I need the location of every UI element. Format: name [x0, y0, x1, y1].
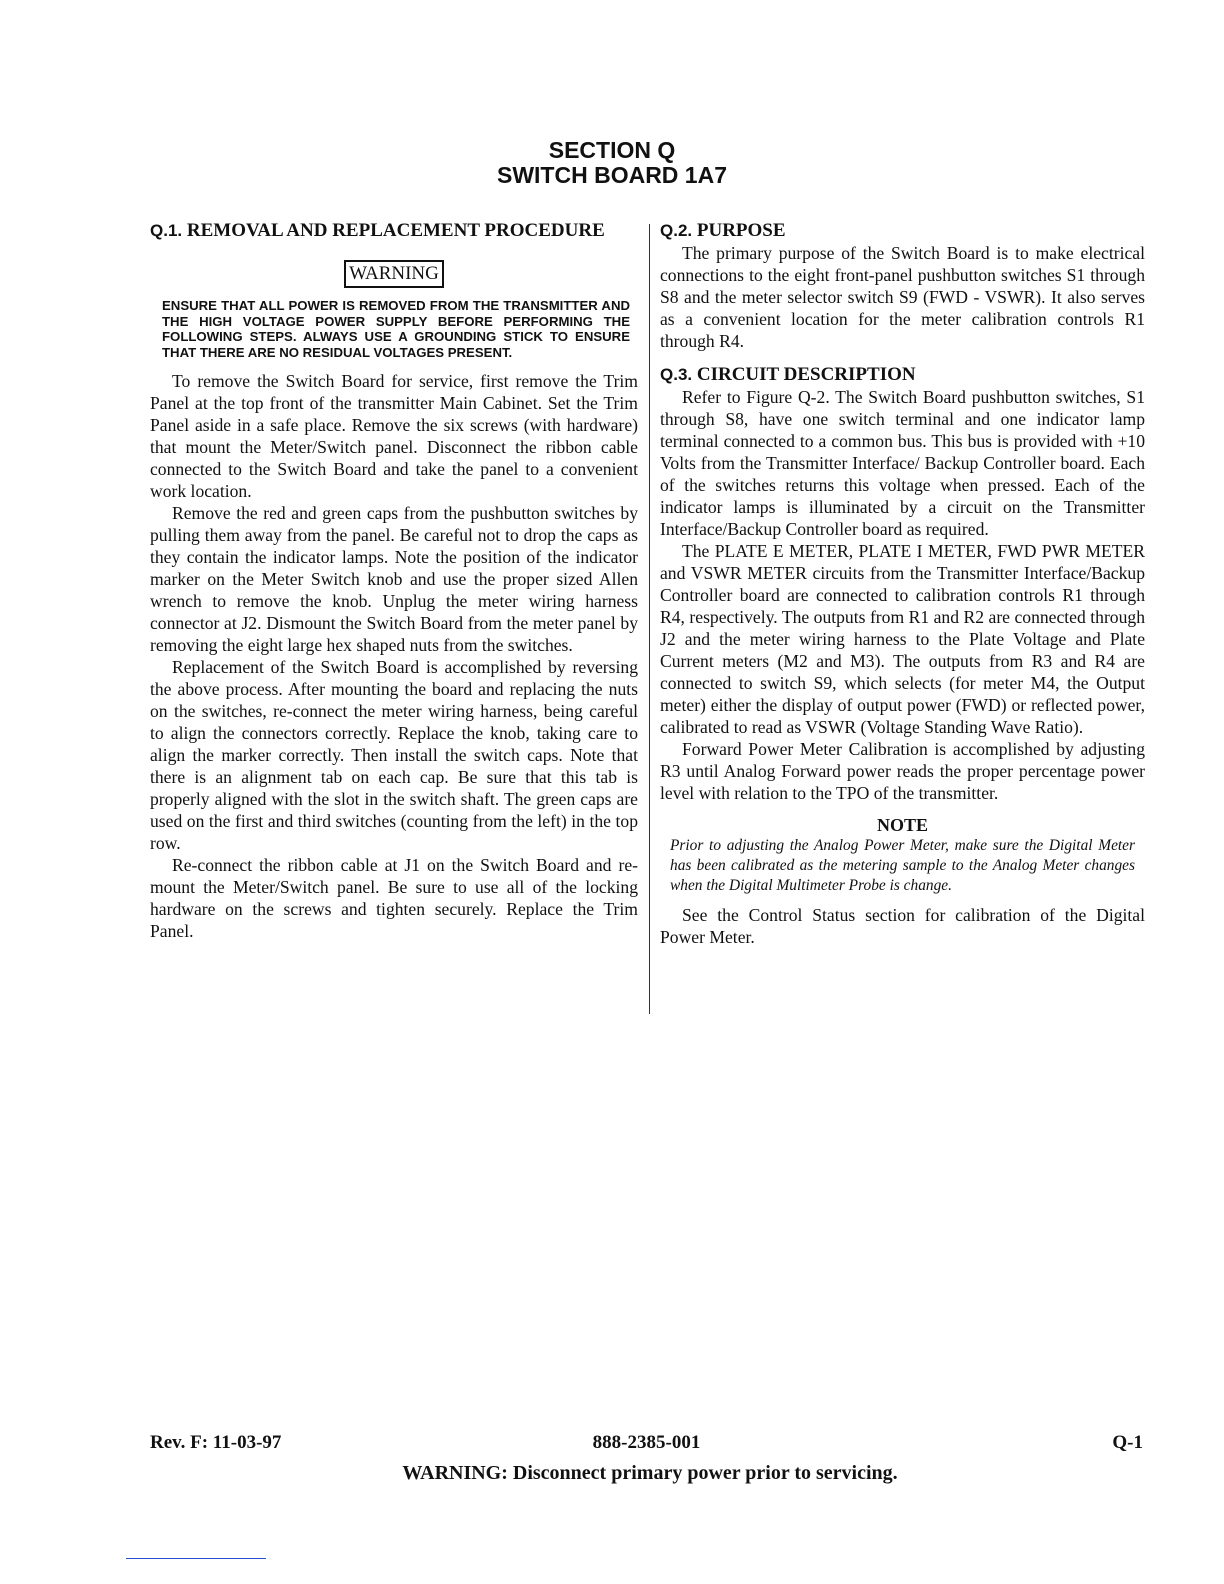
- page-number: Q-1: [1112, 1432, 1143, 1453]
- note-text: Prior to adjusting the Analog Power Meter, make sure the Digital Meter has been calibrated as the metering sample to the Analog Meter changes when the Digital Multimeter Probe is change.: [670, 837, 1135, 894]
- document-number: 888-2385-001: [592, 1432, 701, 1453]
- note-label: NOTE: [876, 815, 928, 835]
- q3-paragraph: Forward Power Meter Calibration is accomplished by adjusting R3 until Analog Forward power reads the proper percentage power level with relation to the TPO of the transmitter.: [660, 739, 1145, 803]
- warning-label: WARNING: [344, 260, 444, 288]
- q1-heading: [150, 220, 638, 242]
- q2-title: PURPOSE: [696, 220, 786, 241]
- q2-number: Q.2.: [660, 221, 693, 240]
- q1-paragraph: Re-connect the ribbon cable at J1 on the Switch Board and re-mount the Meter/Switch panel. Be sure to use all of the locking hardware on the screws and tighten securely. Replace the Trim Panel.: [150, 855, 638, 941]
- left-column: [150, 220, 638, 942]
- q3-final-paragraph: See the Control Status section for calibration of the Digital Power Meter.: [660, 905, 1145, 947]
- q3-title: CIRCUIT DESCRIPTION: [696, 364, 916, 385]
- q3-paragraph: Refer to Figure Q-2. The Switch Board pushbutton switches, S1 through S8, have one switch terminal and one indicator lamp terminal connected to a common bus. This bus is provided with +10 Volts from the Transmitter Interface/ Backup Controller board. Each of the switches returns this voltage when pressed. Each of the indicator lamps is illuminated by a circuit on the Transmitter Interface/Backup Controller board as required.: [660, 387, 1145, 539]
- section-header: [0, 138, 1224, 188]
- q1-paragraph: Remove the red and green caps from the pushbutton switches by pulling them away from the panel. Be careful not to drop the caps as they contain the indicator lamps. Note the position of the indicator marker on the Meter Switch knob and use the proper sized Allen wrench to remove the knob. Unplug the meter wiring harness connector at J2. Dismount the Switch Board from the meter panel by removing the eight large hex shaped nuts from the switches.: [150, 503, 638, 655]
- warning-text: ENSURE THAT ALL POWER IS REMOVED FROM THE TRANSMITTER AND THE HIGH VOLTAGE POWER SUPPLY BEFORE PERFORMING THE FOLLOWING STEPS. ALWAYS USE A GROUNDING STICK TO ENSURE THAT THERE ARE NO RESIDUAL VOLTAGES PRESENT.: [162, 298, 630, 360]
- q1-paragraph: To remove the Switch Board for service, first remove the Trim Panel at the top front of the transmitter Main Cabinet. Set the Trim Panel aside in a safe place. Remove the six screws (with hardware) that mount the Meter/Switch panel. Disconnect the ribbon cable connected to the Switch Board and take the panel to a convenient work location.: [150, 371, 638, 501]
- page-footer: [150, 1432, 1143, 1458]
- warning-label-wrap: [150, 260, 638, 288]
- revision-label: Rev. F: 11-03-97: [150, 1432, 282, 1453]
- q2-paragraph: The primary purpose of the Switch Board is to make electrical connections to the eight front-panel pushbutton switches S1 through S8 and the meter selector switch S9 (FWD - VSWR). It also serves as a convenient location for the meter calibration controls R1 through R4.: [660, 243, 1145, 351]
- q3-number: Q.3.: [660, 365, 693, 384]
- q3-heading: [660, 364, 1145, 386]
- q1-number: Q.1.: [150, 221, 183, 240]
- q2-heading: [660, 220, 1145, 242]
- bottom-rule: [126, 1558, 266, 1559]
- q1-paragraph: Replacement of the Switch Board is accomplished by reversing the above process. After mounting the board and replacing the nuts on the switches, re-connect the meter wiring harness, being careful to align the connectors correctly. Replace the knob, taking care to align the marker correctly. Then install the switch caps. Note that there is an alignment tab on each cap. Be sure that this tab is properly aligned with the slot in the switch shaft. The green caps are used on the first and third switches (counting from the left) in the top row.: [150, 657, 638, 853]
- right-column: [660, 220, 1145, 948]
- section-title: SWITCH BOARD 1A7: [496, 162, 727, 188]
- section-label: SECTION Q: [548, 137, 676, 163]
- q3-paragraph: The PLATE E METER, PLATE I METER, FWD PWR METER and VSWR METER circuits from the Transmitter Interface/Backup Controller board are connected to calibration controls R1 through R4, respectively. The outputs from R1 and R2 are connected through J2 and the meter wiring harness to the Plate Voltage and Plate Current meters (M2 and M3). The outputs from R3 and R4 are connected to switch S9, which selects (for meter M4, the Output meter) either the display of output power (FWD) or reflected power, calibrated to read as VSWR (Voltage Standing Wave Ratio).: [660, 541, 1145, 737]
- q1-title: REMOVAL AND REPLACEMENT PROCEDURE: [186, 220, 605, 241]
- column-divider: [649, 224, 650, 1014]
- footer-warning: WARNING: Disconnect primary power prior to servicing.: [402, 1462, 898, 1484]
